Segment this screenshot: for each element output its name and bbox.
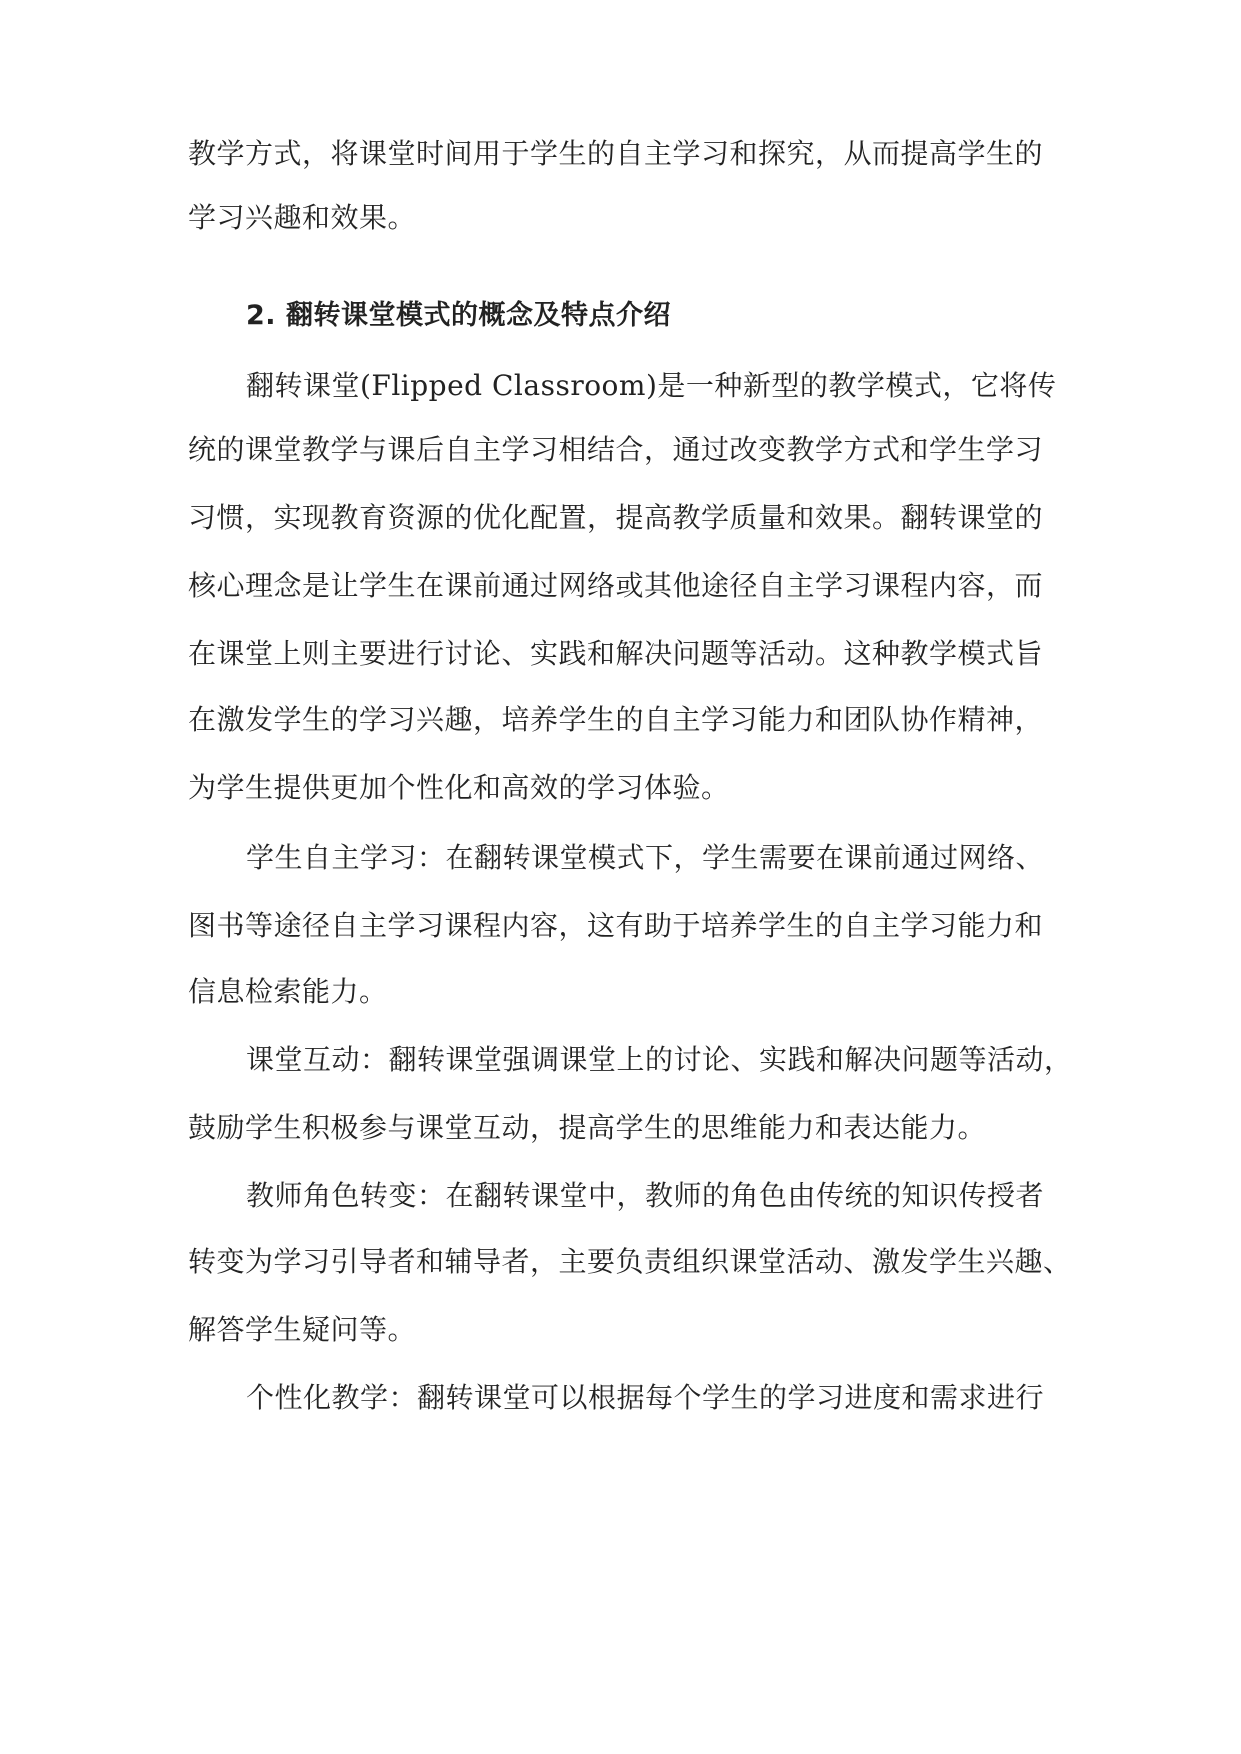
definition-line-4: 核心理念是让学生在课前通过网络或其他途径自主学习课程内容，而 <box>188 569 1044 602</box>
self-study-line-3: 信息检索能力。 <box>188 975 388 1008</box>
interaction-line-2: 鼓励学生积极参与课堂互动，提高学生的思维能力和表达能力。 <box>188 1111 987 1144</box>
definition-line-5: 在课堂上则主要进行讨论、实践和解决问题等活动。这种教学模式旨 <box>188 637 1044 670</box>
section-heading: 2. 翻转课堂模式的概念及特点介绍 <box>246 300 671 331</box>
definition-line-1: 翻转课堂(Flipped Classroom)是一种新型的教学模式，它将传 <box>246 369 1057 402</box>
definition-line-3: 习惯，实现教育资源的优化配置，提高教学质量和效果。翻转课堂的 <box>188 501 1044 534</box>
teacher-role-line-2: 转变为学习引导者和辅导者，主要负责组织课堂活动、激发学生兴趣、 <box>188 1245 1072 1278</box>
interaction-line-1: 课堂互动：翻转课堂强调课堂上的讨论、实践和解决问题等活动， <box>246 1043 1073 1076</box>
definition-line-7: 为学生提供更加个性化和高效的学习体验。 <box>188 771 730 804</box>
intro-line-1: 教学方式，将课堂时间用于学生的自主学习和探究，从而提高学生的 <box>188 137 1044 170</box>
self-study-line-2: 图书等途径自主学习课程内容，这有助于培养学生的自主学习能力和 <box>188 909 1044 942</box>
intro-line-2: 学习兴趣和效果。 <box>188 201 417 234</box>
teacher-role-line-1: 教师角色转变：在翻转课堂中，教师的角色由传统的知识传授者 <box>246 1179 1045 1212</box>
teacher-role-line-3: 解答学生疑问等。 <box>188 1313 417 1346</box>
definition-line-2: 统的课堂教学与课后自主学习相结合，通过改变教学方式和学生学习 <box>188 433 1044 466</box>
self-study-line-1: 学生自主学习：在翻转课堂模式下，学生需要在课前通过网络、 <box>246 841 1045 874</box>
definition-line-6: 在激发学生的学习兴趣，培养学生的自主学习能力和团队协作精神， <box>188 703 1044 736</box>
personalized-line-1: 个性化教学：翻转课堂可以根据每个学生的学习进度和需求进行 <box>246 1381 1045 1414</box>
